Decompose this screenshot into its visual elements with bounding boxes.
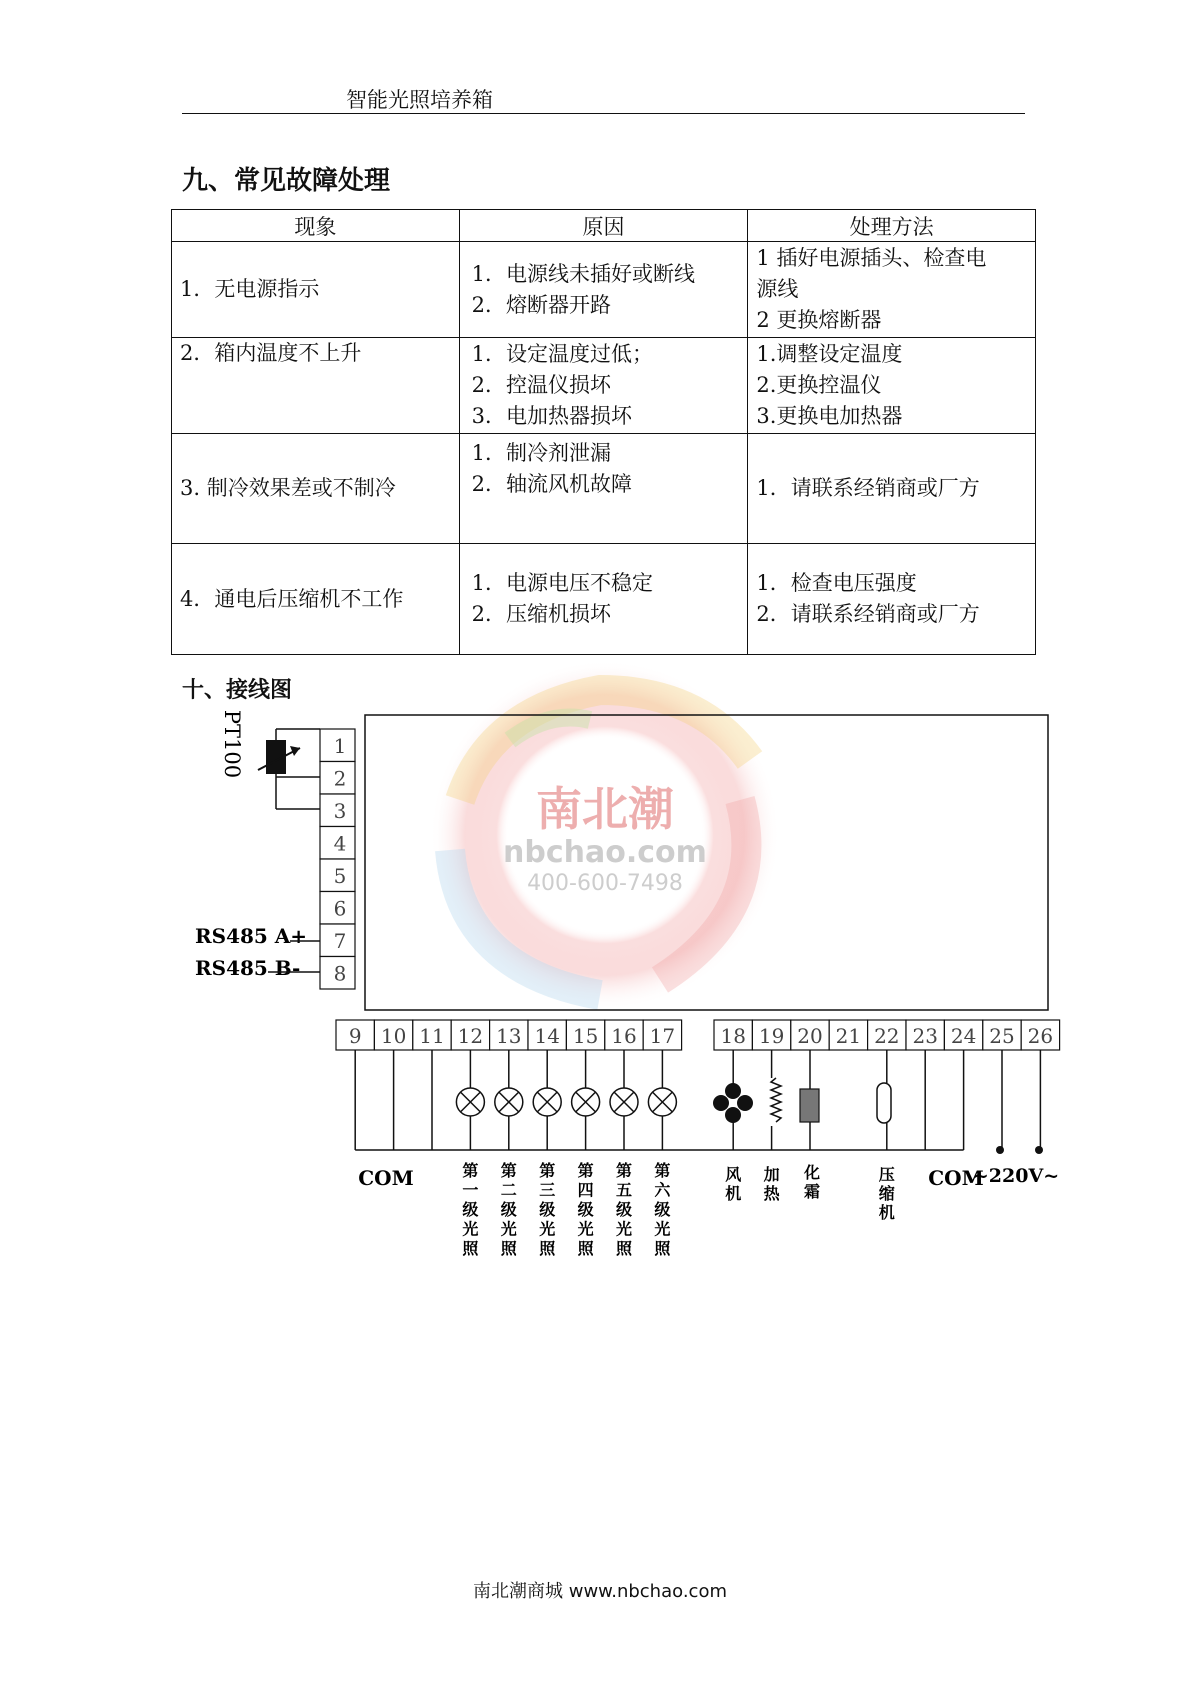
section-title-troubleshooting: 九、常见故障处理 (182, 166, 391, 196)
cause-line: 1．制冷剂泄漏 (471, 441, 612, 465)
terminal-number: 20 (797, 1024, 823, 1048)
lamp-group (456, 1088, 676, 1116)
terminal-number: 26 (1027, 1024, 1054, 1048)
bottom-terminal-strip (336, 1020, 1060, 1050)
load-label-char: 照 (462, 1239, 479, 1258)
load-label-char: 压 (878, 1165, 895, 1184)
load-label-char: 第 (615, 1161, 633, 1180)
header-cause: 原因 (459, 210, 748, 242)
com-left-label: COM (358, 1166, 414, 1190)
load-label-char: 照 (615, 1239, 633, 1258)
load-label-char: 光 (500, 1219, 517, 1239)
terminal-number: 21 (835, 1024, 862, 1048)
cause-line: 1．电源线未插好或断线 (471, 261, 696, 286)
remedy-line: 2.更换控温仪 (756, 373, 882, 397)
load-label-char: 级 (462, 1200, 479, 1219)
load-label-char: 一 (462, 1180, 479, 1200)
remedy-line: 源线 (756, 277, 799, 301)
heater-coil-icon (771, 1078, 781, 1122)
load-label-char: 机 (878, 1203, 895, 1222)
terminal-number: 15 (572, 1024, 599, 1048)
header-symptom: 现象 (172, 210, 460, 242)
remedy-line: 2 更换熔断器 (756, 308, 882, 332)
load-label-char: 机 (725, 1184, 742, 1203)
load-label-char: 三 (539, 1180, 556, 1200)
running-header: 智能光照培养箱 (346, 88, 493, 112)
load-label-char: 照 (500, 1239, 517, 1258)
terminal-number: 10 (380, 1024, 407, 1048)
load-label-char: 级 (577, 1200, 594, 1219)
terminal-number: 3 (333, 799, 347, 823)
symptom-cell: 1．无电源指示 (172, 242, 460, 338)
load-label-char: 五 (615, 1180, 633, 1200)
rs485-a-label: RS485 A+ (195, 924, 308, 948)
terminal-number: 8 (333, 961, 347, 986)
symptom-cell: 2．箱内温度不上升 (172, 338, 460, 434)
terminal-number: 13 (496, 1024, 522, 1048)
terminal-number: 17 (649, 1024, 676, 1048)
terminal-number: 9 (348, 1024, 362, 1048)
terminal-number: 5 (333, 864, 347, 888)
load-label-char: 霜 (803, 1182, 821, 1201)
terminal-number: 25 (989, 1024, 1015, 1048)
symptom-cell: 3. 制冷效果差或不制冷 (172, 434, 460, 544)
terminal-number: 24 (950, 1024, 977, 1048)
load-label-char: 化 (803, 1163, 821, 1182)
cause-line: 3．电加热器损坏 (471, 404, 633, 428)
load-label-char: 二 (500, 1180, 517, 1200)
compressor-icon (877, 1083, 891, 1123)
terminal-number: 2 (333, 766, 347, 791)
remedy-line: 1.调整设定温度 (756, 342, 903, 366)
load-label-char: 光 (615, 1219, 633, 1239)
load-label-char: 级 (615, 1200, 633, 1219)
terminal-number: 16 (611, 1024, 637, 1048)
load-label-char: 光 (539, 1219, 556, 1239)
load-label-char: 缩 (878, 1184, 895, 1203)
pt100-sensor-icon (258, 729, 320, 809)
cause-line: 2．熔断器开路 (471, 292, 612, 317)
power-terminal-dot (1035, 1146, 1043, 1154)
cause-line: 2．控温仪损坏 (471, 373, 612, 397)
cause-line: 2．压缩机损坏 (471, 602, 612, 626)
terminal-number: 11 (419, 1024, 445, 1048)
load-label-char: 第 (539, 1161, 556, 1180)
controller-body (365, 715, 1048, 1010)
watermark-brand: 南北潮 (536, 782, 674, 836)
load-label-char: 光 (654, 1219, 671, 1239)
load-label-char: 加 (763, 1165, 780, 1184)
load-label-char: 照 (539, 1239, 556, 1258)
load-label-char: 六 (654, 1180, 671, 1200)
power-label: ~220V~ (972, 1165, 1060, 1187)
load-label-char: 风 (725, 1165, 742, 1184)
remedy-line: 2．请联系经销商或厂方 (756, 602, 980, 626)
load-label-char: 四 (577, 1180, 594, 1200)
terminal-number: 7 (333, 929, 347, 953)
remedy-line: 3.更换电加热器 (756, 404, 903, 428)
load-label-char: 第 (577, 1161, 594, 1180)
rs485-b-label: RS485 B- (195, 956, 301, 980)
cause-line: 1．设定温度过低； (471, 342, 654, 366)
header-remedy: 处理方法 (748, 210, 1036, 242)
load-label-char: 级 (539, 1200, 556, 1219)
fan-icon (713, 1083, 753, 1123)
terminal-number: 12 (457, 1024, 484, 1048)
terminal-number: 19 (758, 1024, 785, 1048)
load-label-char: 光 (577, 1219, 594, 1239)
watermark-domain: nbchao.com (503, 835, 707, 870)
com-right-label: COM (928, 1166, 984, 1190)
load-label-char: 级 (500, 1200, 517, 1219)
load-label-char: 照 (577, 1239, 594, 1258)
section-title-wiring: 十、接线图 (182, 677, 293, 703)
load-labels (462, 1161, 894, 1258)
terminal-number: 6 (333, 896, 347, 921)
remedy-line: 1 插好电源插头、检查电 (756, 246, 987, 270)
terminal-number: 1 (333, 734, 347, 758)
load-label-char: 照 (654, 1239, 671, 1258)
terminal-number: 4 (333, 831, 347, 856)
load-label-char: 热 (763, 1184, 780, 1203)
cause-line: 1．电源电压不稳定 (471, 571, 654, 595)
load-label-char: 光 (462, 1219, 479, 1239)
cause-line: 2．轴流风机故障 (471, 472, 633, 496)
pt100-label: PT100 (220, 709, 244, 779)
symptom-cell: 4．通电后压缩机不工作 (172, 544, 460, 655)
defrost-heater-icon (800, 1089, 819, 1122)
watermark-phone: 400-600-7498 (527, 871, 683, 896)
load-label-char: 第 (654, 1161, 671, 1180)
remedy-line: 1．检查电压强度 (756, 571, 917, 595)
left-terminal-strip (320, 729, 355, 989)
terminal-number: 23 (912, 1024, 938, 1048)
power-terminal-dot (996, 1146, 1004, 1154)
load-label-char: 第 (500, 1161, 517, 1180)
footer-text: 南北潮商城 www.nbchao.com (473, 1581, 727, 1602)
load-label-char: 第 (462, 1161, 479, 1180)
terminal-number: 18 (720, 1024, 746, 1048)
load-label-char: 级 (654, 1200, 671, 1219)
remedy-line: 1．请联系经销商或厂方 (756, 476, 980, 500)
terminal-number: 14 (534, 1024, 560, 1048)
terminal-number: 22 (874, 1024, 900, 1048)
